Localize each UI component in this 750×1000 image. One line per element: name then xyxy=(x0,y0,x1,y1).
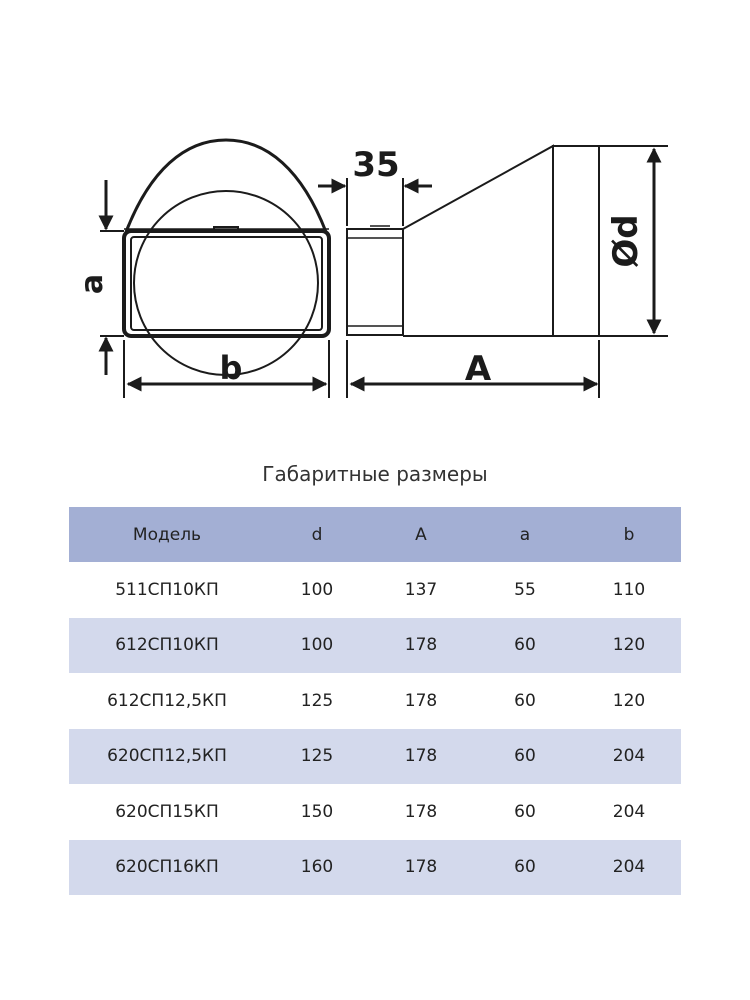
cell-a: 60 xyxy=(514,857,536,878)
adapter-dimension-drawing xyxy=(0,0,750,440)
cell-b: 204 xyxy=(612,857,646,878)
cell-model: 511СП10КП xyxy=(115,579,219,600)
cell-model: 620СП12,5КП xyxy=(107,746,227,767)
header-b: b xyxy=(623,524,635,545)
dim-label-35: 35 xyxy=(352,145,400,185)
header-a: a xyxy=(519,524,531,545)
cell-A: 178 xyxy=(404,801,438,822)
cell-d: 125 xyxy=(300,690,334,711)
cell-d: 100 xyxy=(300,635,334,656)
side-round-spigot xyxy=(553,146,599,336)
cell-d: 100 xyxy=(300,579,334,600)
dim-label-A: A xyxy=(464,349,492,389)
cell-model: 612СП10КП xyxy=(115,635,219,656)
header-d: d xyxy=(311,524,323,545)
front-rect-inner xyxy=(131,237,322,330)
cell-a: 55 xyxy=(514,579,536,600)
table-row xyxy=(69,729,681,785)
cell-model: 620СП16КП xyxy=(115,857,219,878)
cell-d: 160 xyxy=(300,857,334,878)
side-transition xyxy=(403,146,553,336)
header-model: Модель xyxy=(132,524,202,545)
cell-d: 150 xyxy=(300,801,334,822)
table-header-row xyxy=(69,507,681,562)
front-rect-outer xyxy=(124,231,329,336)
cell-a: 60 xyxy=(514,801,536,822)
page-title: Габаритные размеры xyxy=(262,462,488,486)
cell-a: 60 xyxy=(514,635,536,656)
dimensions-table xyxy=(69,507,681,895)
cell-A: 178 xyxy=(404,746,438,767)
cell-d: 125 xyxy=(300,746,334,767)
cell-A: 178 xyxy=(404,635,438,656)
cell-a: 60 xyxy=(514,746,536,767)
front-view xyxy=(124,140,329,375)
cell-A: 137 xyxy=(404,579,438,600)
cell-b: 110 xyxy=(612,579,646,600)
cell-b: 120 xyxy=(612,690,646,711)
table-row xyxy=(69,673,681,729)
cell-A: 178 xyxy=(404,690,438,711)
cell-b: 204 xyxy=(612,801,646,822)
table-row xyxy=(69,618,681,674)
dim-label-a: a xyxy=(75,273,110,295)
cell-A: 178 xyxy=(404,857,438,878)
front-dome-outline xyxy=(126,140,326,232)
header-A: A xyxy=(415,524,427,545)
dim-label-b: b xyxy=(219,349,243,387)
table-row xyxy=(69,562,681,618)
table-row xyxy=(69,840,681,896)
side-flange xyxy=(347,229,403,335)
front-round-outline xyxy=(134,191,318,375)
dim-label-od: Ød xyxy=(606,214,646,268)
cell-b: 204 xyxy=(612,746,646,767)
cell-model: 620СП15КП xyxy=(115,801,219,822)
table-row xyxy=(69,784,681,840)
cell-a: 60 xyxy=(514,690,536,711)
cell-b: 120 xyxy=(612,635,646,656)
cell-model: 612СП12,5КП xyxy=(107,690,227,711)
